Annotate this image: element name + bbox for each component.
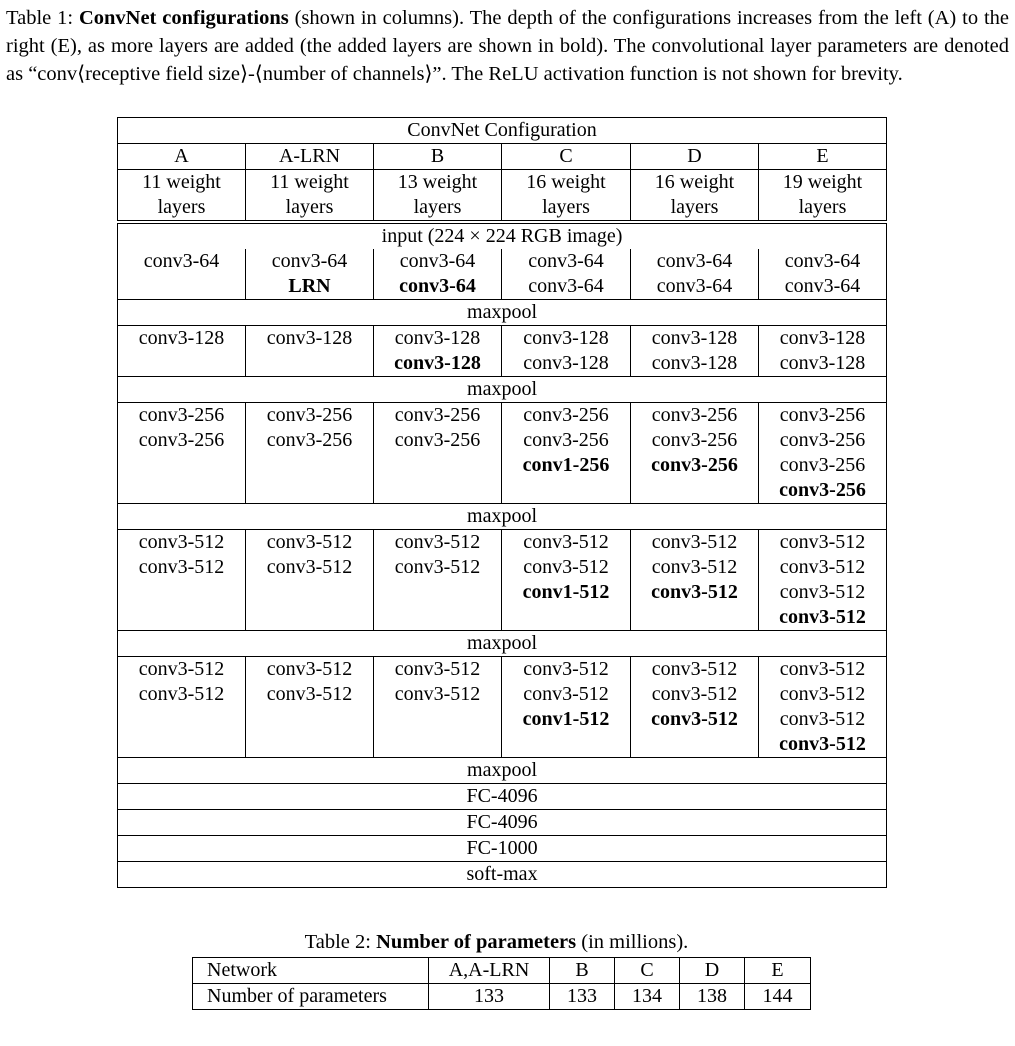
layer-entry: conv3-512	[651, 708, 738, 730]
fc-layer-row	[118, 784, 887, 810]
table2-value-cell: 134	[615, 984, 680, 1010]
caption-text: (shown in columns). The depth of the configurations increases from the left (A) to the right (E), as more layers are added (the added layers are shown in bold). The convolutional layer parameters are denoted as “conv⟨receptive field size⟩-⟨number of channels⟩”. The ReLU activation function is not shown for brevity.	[6, 7, 1010, 85]
fc-layer: FC-1000	[118, 836, 887, 862]
layer-entry: conv3-128	[779, 352, 866, 374]
depth-line: layers	[542, 196, 590, 218]
layer-entry: conv3-512	[394, 658, 481, 680]
layer-entry: conv3-256	[523, 404, 609, 426]
layer-entry: conv3-512	[779, 606, 866, 628]
layer-entry: conv3-64	[143, 250, 220, 272]
depth-line: 13 weight	[397, 171, 478, 193]
layer-entry: conv3-256	[394, 404, 481, 426]
maxpool-layer: maxpool	[118, 377, 887, 403]
layer-entry: conv3-256	[779, 454, 866, 476]
layer-entry: conv3-512	[651, 683, 738, 705]
caption2-label: Table 2:	[304, 931, 377, 953]
layer-entry: conv3-512	[266, 556, 353, 578]
column-name: E	[759, 144, 887, 170]
layer-entry: conv3-64	[528, 275, 604, 297]
column-name: D	[631, 144, 759, 170]
layer-entry: conv3-256	[779, 429, 866, 451]
layer-entry: conv3-512	[394, 531, 481, 553]
conv-block-cell	[502, 403, 631, 504]
layer-entry: conv3-256	[138, 429, 225, 451]
conv-block-cell	[631, 326, 759, 377]
depth-line: 16 weight	[654, 171, 735, 193]
layer-entry: conv3-256	[394, 429, 481, 451]
layer-entry: conv3-128	[523, 327, 609, 349]
caption-label: Table 1:	[6, 7, 79, 29]
layer-entry: conv3-64	[399, 250, 476, 272]
layer-entry: conv1-512	[522, 708, 610, 730]
column-depth	[759, 170, 887, 223]
column-depth	[502, 170, 631, 223]
layer-entry: conv3-128	[394, 352, 481, 374]
depth-line: 11 weight	[270, 171, 349, 193]
layer-entry: conv3-64	[784, 275, 861, 297]
layer-entry: conv3-512	[779, 708, 866, 730]
conv-block-row	[118, 249, 887, 300]
conv-block-cell	[374, 530, 502, 631]
conv-block-cell	[246, 249, 374, 300]
depth-line: 16 weight	[526, 171, 606, 193]
caption2-bold-title: Number of parameters	[376, 931, 577, 953]
layer-entry: conv3-512	[779, 658, 866, 680]
fc-layer-row	[118, 836, 887, 862]
layer-entry: conv3-64	[656, 250, 733, 272]
layer-entry: conv3-256	[651, 429, 738, 451]
conv-block-cell	[759, 530, 887, 631]
depth-line: 19 weight	[782, 171, 863, 193]
depth-line: layers	[798, 196, 847, 218]
conv-block-cell	[246, 326, 374, 377]
layer-entry: conv3-512	[779, 531, 866, 553]
conv-block-cell	[118, 249, 246, 300]
table2-header-cell: A,A-LRN	[429, 958, 550, 984]
layer-entry: conv3-512	[523, 531, 609, 553]
conv-block-cell	[759, 326, 887, 377]
configuration-title-row	[118, 118, 887, 144]
layer-entry: conv1-256	[522, 454, 610, 476]
layer-entry: conv3-256	[266, 404, 353, 426]
layer-entry: conv3-64	[528, 250, 604, 272]
depth-line: layers	[285, 196, 334, 218]
layer-entry: conv3-128	[651, 352, 738, 374]
layer-entry: conv3-256	[779, 479, 866, 501]
column-name: A	[118, 144, 246, 170]
maxpool-layer-row	[118, 758, 887, 784]
layer-entry: conv3-512	[779, 556, 866, 578]
conv-block-cell	[246, 403, 374, 504]
column-name: C	[502, 144, 631, 170]
column-name: A-LRN	[246, 144, 374, 170]
maxpool-layer: maxpool	[118, 758, 887, 784]
column-depth	[118, 170, 246, 223]
conv-block-cell	[374, 326, 502, 377]
layer-entry: conv3-64	[784, 250, 861, 272]
layer-entry: conv3-512	[779, 581, 866, 603]
caption-bold-title: ConvNet configurations	[78, 7, 289, 29]
layer-entry: conv3-512	[523, 683, 609, 705]
softmax-layer-row	[118, 862, 887, 888]
layer-entry: LRN	[288, 275, 331, 297]
fc-layer: FC-4096	[118, 810, 887, 836]
layer-entry: conv3-256	[138, 404, 225, 426]
layer-entry: conv3-256	[523, 429, 609, 451]
layer-entry: conv3-256	[266, 429, 353, 451]
conv-block-cell	[118, 326, 246, 377]
column-depth	[631, 170, 759, 223]
conv-block-cell	[374, 249, 502, 300]
column-depth	[246, 170, 374, 223]
maxpool-layer-row	[118, 631, 887, 657]
table2-header-cell: D	[680, 958, 745, 984]
column-name-row	[118, 144, 887, 170]
layer-entry: conv3-256	[779, 404, 866, 426]
conv-block-cell	[631, 249, 759, 300]
layer-entry: conv3-512	[266, 531, 353, 553]
conv-block-cell	[374, 657, 502, 758]
layer-entry: conv3-512	[651, 531, 738, 553]
table2-header-cell: Network	[193, 958, 429, 984]
conv-block-cell	[502, 530, 631, 631]
conv-block-cell	[759, 657, 887, 758]
table2-value-cell: Number of parameters	[193, 984, 429, 1010]
layer-entry: conv3-512	[138, 658, 225, 680]
layer-entry: conv3-512	[651, 581, 738, 603]
layer-entry: conv3-128	[266, 327, 353, 349]
layer-entry: conv3-512	[266, 683, 353, 705]
depth-line: layers	[413, 196, 462, 218]
conv-block-cell	[631, 530, 759, 631]
maxpool-layer-row	[118, 377, 887, 403]
table2-value-cell: 133	[429, 984, 550, 1010]
layer-entry: conv3-512	[138, 556, 225, 578]
layer-entry: conv3-128	[651, 327, 738, 349]
layer-entry: conv3-512	[523, 556, 609, 578]
layer-entry: conv3-128	[779, 327, 866, 349]
layer-entry: conv1-512	[522, 581, 610, 603]
maxpool-layer-row	[118, 504, 887, 530]
fc-layer: FC-4096	[118, 784, 887, 810]
maxpool-layer: maxpool	[118, 631, 887, 657]
layer-entry: conv3-512	[394, 556, 481, 578]
layer-entry: conv3-64	[656, 275, 733, 297]
layer-entry: conv3-512	[394, 683, 481, 705]
layer-entry: conv3-512	[266, 658, 353, 680]
layer-entry: conv3-512	[779, 683, 866, 705]
depth-line: layers	[157, 196, 206, 218]
input-layer: input (224 × 224 RGB image)	[118, 222, 887, 249]
table2-value-cell: 133	[550, 984, 615, 1010]
layer-entry: conv3-512	[651, 556, 738, 578]
layer-entry: conv3-64	[271, 250, 348, 272]
depth-line: layers	[670, 196, 719, 218]
configuration-title: ConvNet Configuration	[118, 118, 887, 144]
table2-caption	[0, 929, 1015, 955]
conv-block-cell	[502, 326, 631, 377]
conv-block-cell	[118, 657, 246, 758]
layer-entry: conv3-512	[779, 733, 866, 755]
conv-block-row	[118, 326, 887, 377]
layer-entry: conv3-512	[523, 658, 609, 680]
table2-value-cell: 138	[680, 984, 745, 1010]
column-depth	[374, 170, 502, 223]
conv-block-cell	[759, 403, 887, 504]
fc-layer-row	[118, 810, 887, 836]
table2-header-cell: B	[550, 958, 615, 984]
layer-entry: conv3-512	[138, 683, 225, 705]
depth-line: 11 weight	[142, 171, 221, 193]
column-name: B	[374, 144, 502, 170]
conv-block-cell	[631, 657, 759, 758]
conv-block-cell	[759, 249, 887, 300]
layer-entry: conv3-64	[399, 275, 476, 297]
conv-block-cell	[118, 403, 246, 504]
conv-block-cell	[502, 657, 631, 758]
conv-block-cell	[502, 249, 631, 300]
table2-value-cell: 144	[745, 984, 811, 1010]
table2-header-cell: E	[745, 958, 811, 984]
layer-entry: conv3-128	[138, 327, 225, 349]
conv-block-row	[118, 657, 887, 758]
conv-block-row	[118, 403, 887, 504]
table2-header-cell: C	[615, 958, 680, 984]
maxpool-layer: maxpool	[118, 504, 887, 530]
maxpool-layer: maxpool	[118, 300, 887, 326]
maxpool-layer-row	[118, 300, 887, 326]
layer-entry: conv3-256	[651, 404, 738, 426]
input-layer-row	[118, 222, 887, 249]
caption2-text: (in millions).	[576, 931, 689, 953]
layer-entry: conv3-128	[394, 327, 481, 349]
conv-block-cell	[246, 657, 374, 758]
conv-block-row	[118, 530, 887, 631]
parameter-count-table	[192, 957, 811, 1010]
column-depth-row	[118, 170, 887, 223]
table2-value-row	[193, 984, 811, 1010]
conv-block-cell	[118, 530, 246, 631]
convnet-configuration-table	[117, 117, 887, 888]
layer-entry: conv3-256	[651, 454, 738, 476]
conv-block-cell	[374, 403, 502, 504]
conv-block-cell	[631, 403, 759, 504]
layer-entry: conv3-512	[651, 658, 738, 680]
softmax-layer: soft-max	[118, 862, 887, 888]
table2-header-row	[193, 958, 811, 984]
layer-entry: conv3-128	[523, 352, 609, 374]
table1-caption	[6, 4, 1009, 88]
conv-block-cell	[246, 530, 374, 631]
layer-entry: conv3-512	[138, 531, 225, 553]
